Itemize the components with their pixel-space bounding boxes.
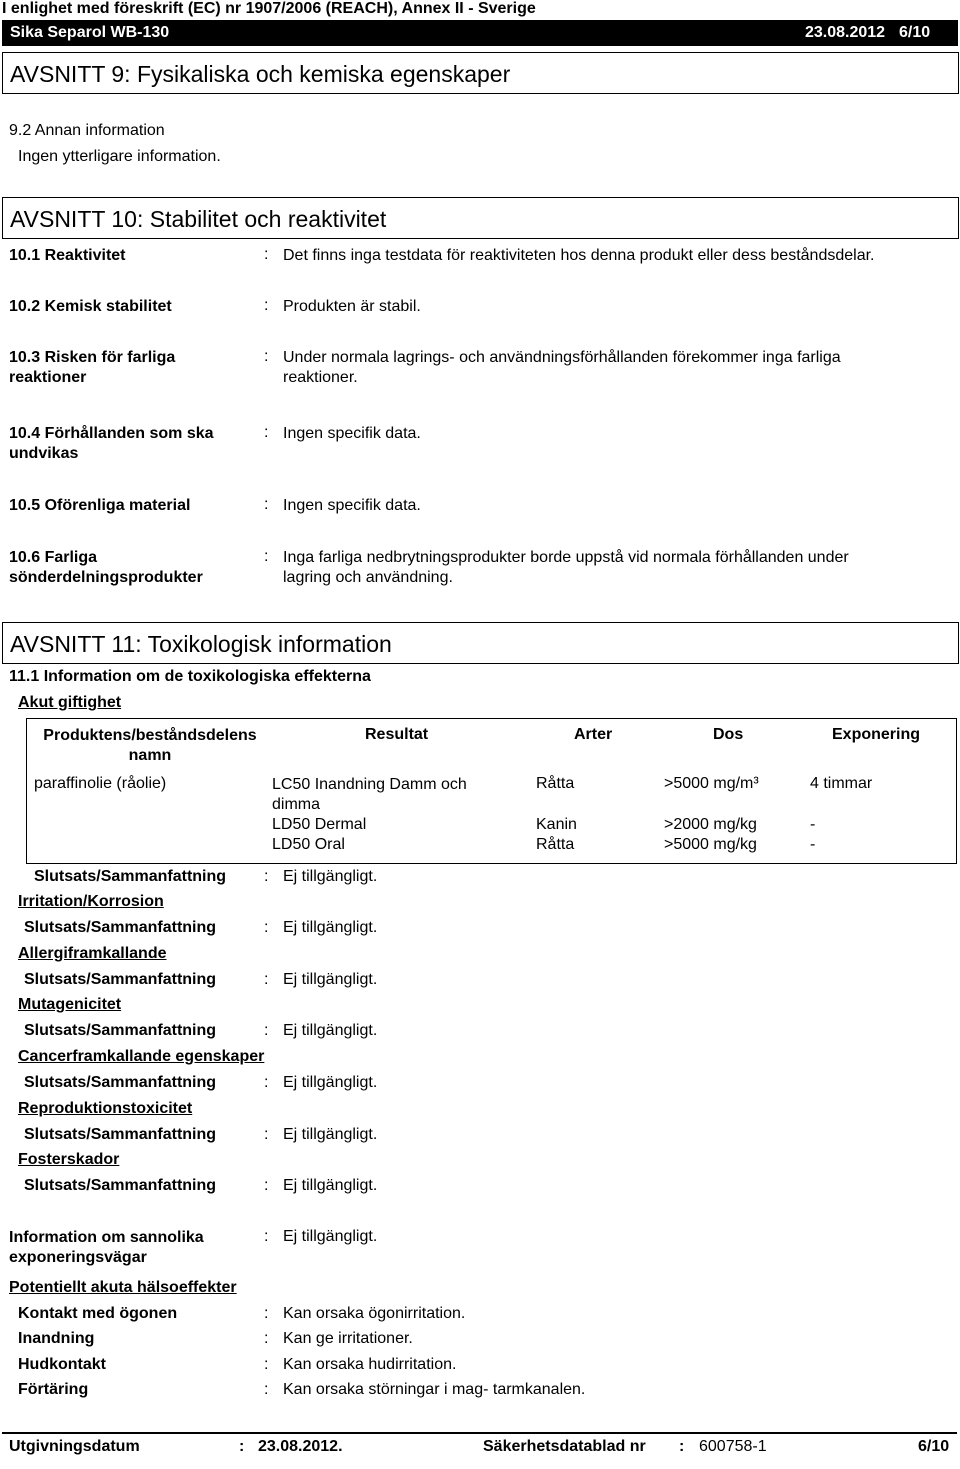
exposure-routes-colon: :: [264, 1228, 269, 1245]
summary-value: Ej tillgängligt.: [283, 868, 378, 885]
footer-sds-label: Säkerhetsdatablad nr: [483, 1438, 646, 1455]
summary-label: Slutsats/Sammanfattning: [34, 868, 227, 885]
stability-row-value-line: Under normala lagrings- och användningsförhållanden förekommer inga farliga: [283, 349, 841, 366]
stability-row-label-line: 10.2 Kemisk stabilitet: [9, 298, 172, 315]
table-row-dose: >5000 mg/m³: [664, 775, 759, 792]
acute-effect-colon: :: [264, 1305, 269, 1322]
stability-row-label: [9, 297, 172, 317]
summary-value: Ej tillgängligt.: [283, 1177, 378, 1194]
acute-effects-heading: Potentiellt akuta hälsoeffekter: [9, 1279, 237, 1296]
stability-row-colon: :: [264, 548, 269, 565]
stability-row-colon: :: [264, 424, 269, 441]
acute-effect-label: Hudkontakt: [18, 1356, 106, 1373]
footer: [2, 1432, 957, 1469]
acute-toxicity-heading: Akut giftighet: [18, 694, 122, 711]
acute-effect-value: Kan orsaka hudirritation.: [283, 1356, 457, 1373]
table-row-species: Råtta: [536, 775, 575, 792]
acute-effect-value: Kan ge irritationer.: [283, 1330, 413, 1347]
table-row-exposure: 4 timmar: [810, 775, 873, 792]
stability-row-value: [283, 246, 874, 266]
stability-row-value-line: Ingen specifik data.: [283, 497, 421, 514]
stability-row-value-line: lagring och användning.: [283, 569, 453, 586]
table-header-substance: Produktens/beståndsdelens namn: [43, 727, 257, 764]
toxicology-category-heading: Irritation/Korrosion: [18, 893, 164, 910]
toxicology-category-heading: Reproduktionstoxicitet: [18, 1100, 193, 1117]
summary-colon: :: [264, 1022, 269, 1039]
toxicology-category-heading: Mutagenicitet: [18, 996, 122, 1013]
header-page: 6/10: [899, 24, 931, 41]
summary-colon: :: [264, 1126, 269, 1143]
section-10-heading: [2, 197, 959, 239]
summary-label: Slutsats/Sammanfattning: [24, 919, 217, 936]
table-row-species: Kanin: [536, 816, 577, 833]
exposure-routes-value: Ej tillgängligt.: [283, 1228, 378, 1245]
header-bar: [2, 20, 958, 46]
stability-row-value-line: Produkten är stabil.: [283, 298, 421, 315]
toxicology-category-heading: Allergiframkallande: [18, 945, 167, 962]
summary-colon: :: [264, 868, 269, 885]
table-row-species: Råtta: [536, 836, 575, 853]
stability-row-value: [283, 297, 421, 317]
table-row-dose: >2000 mg/kg: [664, 816, 757, 833]
footer-colon: :: [239, 1438, 245, 1455]
acute-effect-colon: :: [264, 1381, 269, 1398]
stability-row-label-line: undvikas: [9, 445, 79, 462]
stability-row-label-line: 10.1 Reaktivitet: [9, 247, 126, 264]
summary-colon: :: [264, 971, 269, 988]
stability-row-colon: :: [264, 297, 269, 314]
section-9-2-heading: 9.2 Annan information: [9, 122, 165, 139]
table-substance-name: paraffinolie (råolie): [34, 775, 167, 792]
document-regulation-title: I enlighet med föreskrift (EC) nr 1907/2006 (REACH), Annex II - Sverige: [2, 0, 536, 17]
stability-row-value-line: Det finns inga testdata för reaktiviteten hos denna produkt eller dess beståndsdelar.: [283, 247, 875, 264]
table-row-exposure: -: [810, 816, 816, 833]
stability-row-label: [9, 348, 175, 388]
stability-row-colon: :: [264, 496, 269, 513]
section-9-title: AVSNITT 9: Fysikaliska och kemiska egenskaper: [10, 61, 511, 87]
table-header-dose: Dos: [713, 726, 744, 743]
stability-row-value-line: reaktioner.: [283, 369, 358, 386]
acute-effect-colon: :: [264, 1356, 269, 1373]
summary-label: Slutsats/Sammanfattning: [24, 1074, 217, 1091]
stability-row-value-line: Ingen specifik data.: [283, 425, 421, 442]
stability-row-label-line: 10.6 Farliga: [9, 549, 98, 566]
stability-row-label-line: reaktioner: [9, 369, 87, 386]
summary-value: Ej tillgängligt.: [283, 1126, 378, 1143]
table-header-exposure: Exponering: [832, 726, 921, 743]
summary-value: Ej tillgängligt.: [283, 1074, 378, 1091]
acute-effect-label: Kontakt med ögonen: [18, 1305, 178, 1322]
summary-value: Ej tillgängligt.: [283, 1022, 378, 1039]
product-name: Sika Separol WB-130: [10, 24, 170, 41]
stability-row-label-line: sönderdelningsprodukter: [9, 569, 203, 586]
summary-colon: :: [264, 1074, 269, 1091]
stability-row-value: [283, 548, 849, 588]
stability-row-value: [283, 496, 421, 516]
table-header-species: Arter: [574, 726, 613, 743]
exposure-routes-label-line: Information om sannolika: [9, 1229, 204, 1246]
acute-effect-label: Förtäring: [18, 1381, 89, 1398]
footer-issue-label: Utgivningsdatum: [9, 1438, 140, 1455]
acute-effect-value: Kan orsaka störningar i mag- tarmkanalen.: [283, 1381, 586, 1398]
summary-label: Slutsats/Sammanfattning: [24, 971, 217, 988]
table-row-result: LD50 Dermal: [272, 816, 367, 833]
footer-issue-date: 23.08.2012.: [258, 1438, 343, 1455]
stability-row-value: [283, 348, 841, 388]
section-9-heading: [2, 52, 959, 94]
section-9-2-text: Ingen ytterligare information.: [18, 148, 221, 165]
acute-effect-label: Inandning: [18, 1330, 95, 1347]
footer-colon: :: [679, 1438, 685, 1455]
toxicology-category-heading: Fosterskador: [18, 1151, 120, 1168]
acute-effect-colon: :: [264, 1330, 269, 1347]
stability-row-value: [283, 424, 421, 444]
toxicity-table: [26, 718, 957, 864]
table-header-result: Resultat: [365, 726, 429, 743]
table-row-dose: >5000 mg/kg: [664, 836, 757, 853]
stability-row-label: [9, 548, 203, 588]
stability-row-label: [9, 424, 214, 464]
header-date: 23.08.2012: [805, 24, 886, 41]
stability-row-label-line: 10.3 Risken för farliga: [9, 349, 176, 366]
table-row-exposure: -: [810, 836, 816, 853]
footer-page: 6/10: [918, 1438, 950, 1455]
stability-row-label-line: 10.5 Oförenliga material: [9, 497, 191, 514]
stability-row-label: [9, 496, 190, 516]
summary-value: Ej tillgängligt.: [283, 971, 378, 988]
section-11-title: AVSNITT 11: Toxikologisk information: [10, 631, 392, 657]
summary-label: Slutsats/Sammanfattning: [24, 1022, 217, 1039]
exposure-routes-label: [9, 1228, 204, 1268]
stability-row-colon: :: [264, 348, 269, 365]
acute-effect-value: Kan orsaka ögonirritation.: [283, 1305, 466, 1322]
toxicology-category-heading: Cancerframkallande egenskaper: [18, 1048, 265, 1065]
summary-label: Slutsats/Sammanfattning: [24, 1177, 217, 1194]
stability-row-label-line: 10.4 Förhållanden som ska: [9, 425, 214, 442]
footer-sds-number: 600758-1: [699, 1438, 767, 1455]
summary-label: Slutsats/Sammanfattning: [24, 1126, 217, 1143]
table-row-result: LD50 Oral: [272, 836, 345, 853]
section-11-heading: [2, 622, 959, 664]
summary-colon: :: [264, 919, 269, 936]
section-11-1-heading: 11.1 Information om de toxikologiska effekterna: [9, 668, 371, 685]
stability-row-label: [9, 246, 126, 266]
summary-value: Ej tillgängligt.: [283, 919, 378, 936]
table-row-result: LC50 Inandning Damm och dimma: [272, 776, 467, 813]
section-10-title: AVSNITT 10: Stabilitet och reaktivitet: [10, 206, 387, 232]
stability-row-colon: :: [264, 246, 269, 263]
exposure-routes-label-line: exponeringsvägar: [9, 1249, 147, 1266]
summary-colon: :: [264, 1177, 269, 1194]
stability-row-value-line: Inga farliga nedbrytningsprodukter borde uppstå vid normala förhållanden under: [283, 549, 849, 566]
